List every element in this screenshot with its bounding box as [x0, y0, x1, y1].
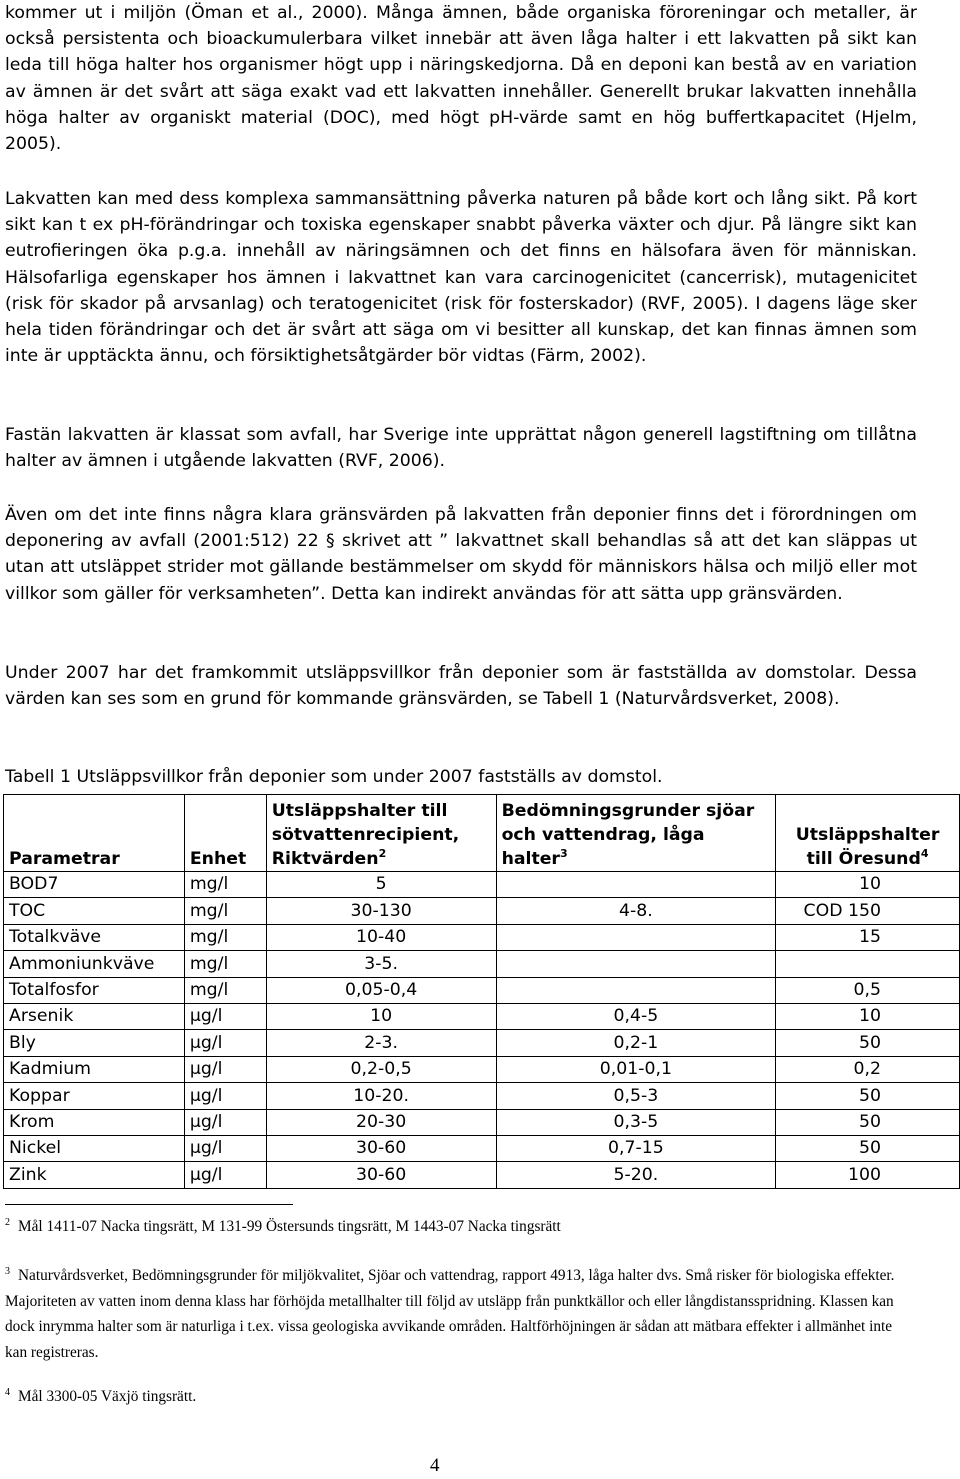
cell-recipient: 0,05-0,4 — [266, 977, 496, 1003]
table-row — [4, 977, 960, 1003]
footnote-3 — [5, 1263, 917, 1365]
cell-recipient: 30-60 — [266, 1135, 496, 1161]
cell-recipient: 20-30 — [266, 1109, 496, 1135]
table-row — [4, 1109, 960, 1135]
cell-parameter: Zink — [4, 1162, 185, 1188]
cell-assessment — [496, 951, 776, 977]
footnote-mark: 2 — [5, 1216, 10, 1228]
footnote-ref-4: 4 — [920, 847, 929, 861]
cell-assessment — [496, 872, 776, 898]
cell-parameter: Koppar — [4, 1083, 185, 1109]
footnote-ref-2: 2 — [378, 847, 387, 861]
cell-parameter: Ammoniunkväve — [4, 951, 185, 977]
header-enhet: Enhet — [184, 795, 266, 872]
table-row — [4, 1162, 960, 1188]
cell-parameter: Nickel — [4, 1135, 185, 1161]
footnote-mark: 4 — [5, 1386, 10, 1398]
cell-assessment: 0,5-3 — [496, 1083, 776, 1109]
cell-unit: µg/l — [184, 1083, 266, 1109]
cell-oresund — [776, 951, 960, 977]
table-header-row — [4, 795, 960, 872]
footnote-separator — [5, 1204, 293, 1205]
header-recipient — [266, 795, 496, 872]
table-row — [4, 1056, 960, 1082]
table-row — [4, 924, 960, 950]
cell-oresund: 10 — [776, 872, 960, 898]
header-recipient-label: Utsläppshalter till sötvattenrecipient, Riktvärden — [271, 801, 460, 869]
cell-recipient: 10-20. — [266, 1083, 496, 1109]
footnote-text: Mål 1411-07 Nacka tingsrätt, M 131-99 Östersunds tingsrätt, M 1443-07 Nacka tingsrätt — [18, 1218, 561, 1235]
table-caption: Tabell 1 Utsläppsvillkor från deponier som under 2007 fastställs av domstol. — [5, 767, 663, 787]
cell-oresund: 10 — [776, 1003, 960, 1029]
cell-assessment: 0,3-5 — [496, 1109, 776, 1135]
cell-parameter: Arsenik — [4, 1003, 185, 1029]
cell-oresund: 50 — [776, 1135, 960, 1161]
header-oresund-label: Utsläppshalter till Öresund — [795, 825, 940, 869]
table-row — [4, 1003, 960, 1029]
cell-parameter: TOC — [4, 898, 185, 924]
cell-unit: mg/l — [184, 977, 266, 1003]
cell-unit: mg/l — [184, 898, 266, 924]
footnote-4 — [5, 1384, 917, 1410]
paragraph-legislation: Fastän lakvatten är klassat som avfall, har Sverige inte upprättat någon generell lagstiftning om tillåtna halter av ämnen i utgående lakvatten (RVF, 2006). — [5, 425, 917, 472]
table-row — [4, 1083, 960, 1109]
cell-oresund: 0,2 — [776, 1056, 960, 1082]
cell-oresund: 0,5 — [776, 977, 960, 1003]
cell-recipient: 3-5. — [266, 951, 496, 977]
cell-parameter: Krom — [4, 1109, 185, 1135]
cell-oresund: 15 — [776, 924, 960, 950]
cell-unit: µg/l — [184, 1003, 266, 1029]
cell-parameter: Kadmium — [4, 1056, 185, 1082]
cell-recipient: 0,2-0,5 — [266, 1056, 496, 1082]
cell-parameter: Totalkväve — [4, 924, 185, 950]
cell-assessment: 0,01-0,1 — [496, 1056, 776, 1082]
footnote-ref-3: 3 — [559, 847, 568, 861]
footnote-text: Naturvårdsverket, Bedömningsgrunder för miljökvalitet, Sjöar och vattendrag, rapport 4913, låga halter dvs. Små risker för biologiska effekter. Majoriteten av vatten inom denna klass har förhöjda metallhalter till följd av utsläpp från punktkällor och eller långdistansspridning. Klassen kan dock inrymma halter som är naturliga i t.ex. vissa geologiska avvikande områden. Haltförhöjningen är sådan att mätbara effekter i allmänhet inte kan registreras. — [5, 1267, 895, 1361]
cell-oresund: 50 — [776, 1109, 960, 1135]
cell-oresund: COD 150 — [776, 898, 960, 924]
cell-assessment — [496, 924, 776, 950]
paragraph-ordinance: Även om det inte finns några klara gränsvärden på lakvatten från deponier finns det i förordningen om deponering av avfall (2001:512) 22 § skrivet att ” lakvattnet skall behandlas så att det kan släppas ut utan att utsläppet strider mot gällande bestämmelser om skydd för människors hälsa och miljö eller mot villkor som gäller för verksamheten”. Detta kan indirekt användas för att sätta upp gränsvärden. — [5, 505, 917, 604]
paragraph-court-conditions: Under 2007 har det framkommit utsläppsvillkor från deponier som är fastställda av domstolar. Dessa värden kan ses som en grund för kommande gränsvärden, se Tabell 1 (Naturvårdsverket, 2008). — [5, 663, 917, 710]
footnote-text: Mål 3300-05 Växjö tingsrätt. — [18, 1388, 197, 1405]
table-body — [4, 872, 960, 1189]
header-bedomning — [496, 795, 776, 872]
cell-parameter: BOD7 — [4, 872, 185, 898]
cell-unit: µg/l — [184, 1109, 266, 1135]
cell-unit: µg/l — [184, 1056, 266, 1082]
cell-recipient: 30-130 — [266, 898, 496, 924]
cell-oresund: 100 — [776, 1162, 960, 1188]
paragraph-leachate-contents: kommer ut i miljön (Öman et al., 2000). Många ämnen, både organiska föroreningar och metaller, är också persistenta och bioackumulerbara vilket innebär att även låga halter i ett lakvatten på sikt kan leda till höga halter hos organismer högt upp i näringskedjorna. Då en deponi kan bestå av en variation av ämnen är det svårt att säga exakt vad ett lakvatten innehåller. Generellt brukar lakvatten innehålla höga halter av organiskt material (DOC), med högt pH-värde samt en hög buffertkapacitet (Hjelm, 2005). — [5, 3, 917, 155]
cell-assessment: 0,7-15 — [496, 1135, 776, 1161]
cell-unit: µg/l — [184, 1162, 266, 1188]
cell-unit: µg/l — [184, 1030, 266, 1056]
cell-recipient: 2-3. — [266, 1030, 496, 1056]
cell-assessment: 0,4-5 — [496, 1003, 776, 1029]
table-row — [4, 1030, 960, 1056]
header-parametrar: Parametrar — [4, 795, 185, 872]
cell-recipient: 5 — [266, 872, 496, 898]
page-number: 4 — [430, 1455, 440, 1476]
table-row — [4, 951, 960, 977]
discharge-limits-table — [3, 794, 960, 1189]
footnote-2 — [5, 1214, 917, 1240]
cell-unit: mg/l — [184, 924, 266, 950]
cell-unit: mg/l — [184, 872, 266, 898]
header-bedomning-label: Bedömningsgrunder sjöar och vattendrag, låga halter — [501, 801, 755, 869]
cell-oresund: 50 — [776, 1030, 960, 1056]
cell-oresund: 50 — [776, 1083, 960, 1109]
cell-recipient: 10-40 — [266, 924, 496, 950]
cell-unit: µg/l — [184, 1135, 266, 1161]
footnote-mark: 3 — [5, 1265, 10, 1277]
paragraph-environmental-impact: Lakvatten kan med dess komplexa sammansättning påverka naturen på både kort och lång sikt. På kort sikt kan t ex pH-förändringar och toxiska egenskaper snabbt påverka växter och djur. På längre sikt kan eutrofieringen öka p.g.a. innehåll av näringsämnen och det finns en hälsofara även för människan. Hälsofarliga egenskaper hos ämnen i lakvattnet kan vara carcinogenicitet (cancerrisk), mutagenicitet (risk för skador på arvsanlag) och teratogenicitet (risk för fosterskador) (RVF, 2005). I dagens läge sker hela tiden förändringar och det är svårt att säga om vi besitter all kunskap, det kan finnas ämnen som inte är upptäckta ännu, och försiktighetsåtgärder bör vidtas (Färm, 2002). — [5, 189, 917, 367]
table-row — [4, 872, 960, 898]
cell-assessment: 4-8. — [496, 898, 776, 924]
cell-assessment: 0,2-1 — [496, 1030, 776, 1056]
cell-recipient: 30-60 — [266, 1162, 496, 1188]
header-oresund — [776, 795, 960, 872]
cell-assessment — [496, 977, 776, 1003]
table-row — [4, 1135, 960, 1161]
cell-unit: mg/l — [184, 951, 266, 977]
table-row — [4, 898, 960, 924]
cell-parameter: Bly — [4, 1030, 185, 1056]
cell-recipient: 10 — [266, 1003, 496, 1029]
cell-assessment: 5-20. — [496, 1162, 776, 1188]
cell-parameter: Totalfosfor — [4, 977, 185, 1003]
